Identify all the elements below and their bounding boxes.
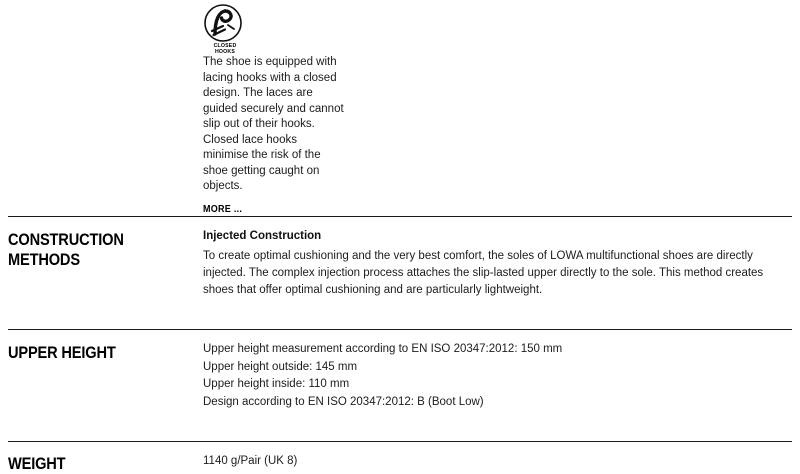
section-body-upper-height [203, 341, 790, 411]
construction-paragraph: To create optimal cushioning and the very best comfort, the soles of LOWA multifunctional shoes are directly injected. The complex injection process attaches the slip-lasted upper directly to the sole. This method creates shoes that offer optimal cushioning and are particularly lightweight. [203, 250, 764, 296]
icon-caption-line-1: CLOSED [213, 43, 237, 49]
upper-height-line: Design according to EN ISO 20347:2012: B (Boot Low) [203, 395, 484, 408]
closed-hooks-icon [203, 4, 243, 55]
section-body-construction [203, 228, 790, 299]
icon-caption-line-2: HOOKS [214, 49, 236, 55]
section-upper-height [0, 341, 800, 411]
more-link[interactable]: MORE ... [203, 203, 243, 215]
upper-height-line: Upper height inside: 110 mm [203, 378, 350, 390]
closed-hooks-icon-caption [203, 43, 247, 55]
upper-height-line: Upper height outside: 145 mm [203, 360, 358, 373]
feature-description: The shoe is equipped with lacing hooks with a closed design. The laces are guided securely and cannot slip out of their hooks. Closed lace hooks minimise the risk of the shoe getting caught on objects. [203, 56, 344, 192]
upper-height-line: Upper height measurement according to EN ISO 20347:2012: 150 mm [203, 343, 563, 355]
construction-heading: Injected Construction [203, 230, 322, 242]
section-divider-weight [8, 441, 792, 442]
section-divider-construction [8, 216, 792, 217]
section-weight [0, 453, 800, 474]
section-title-weight: WEIGHT [8, 454, 66, 473]
feature-closed-hooks [203, 4, 383, 217]
section-divider-upper-height [8, 329, 792, 330]
section-body-weight [203, 453, 790, 471]
weight-line: 1140 g/Pair (UK 8) [203, 455, 298, 467]
section-title-upper-height: UPPER HEIGHT [8, 343, 116, 362]
section-title-construction: CONSTRUCTION METHODS [8, 230, 124, 269]
section-construction-methods [0, 228, 800, 299]
